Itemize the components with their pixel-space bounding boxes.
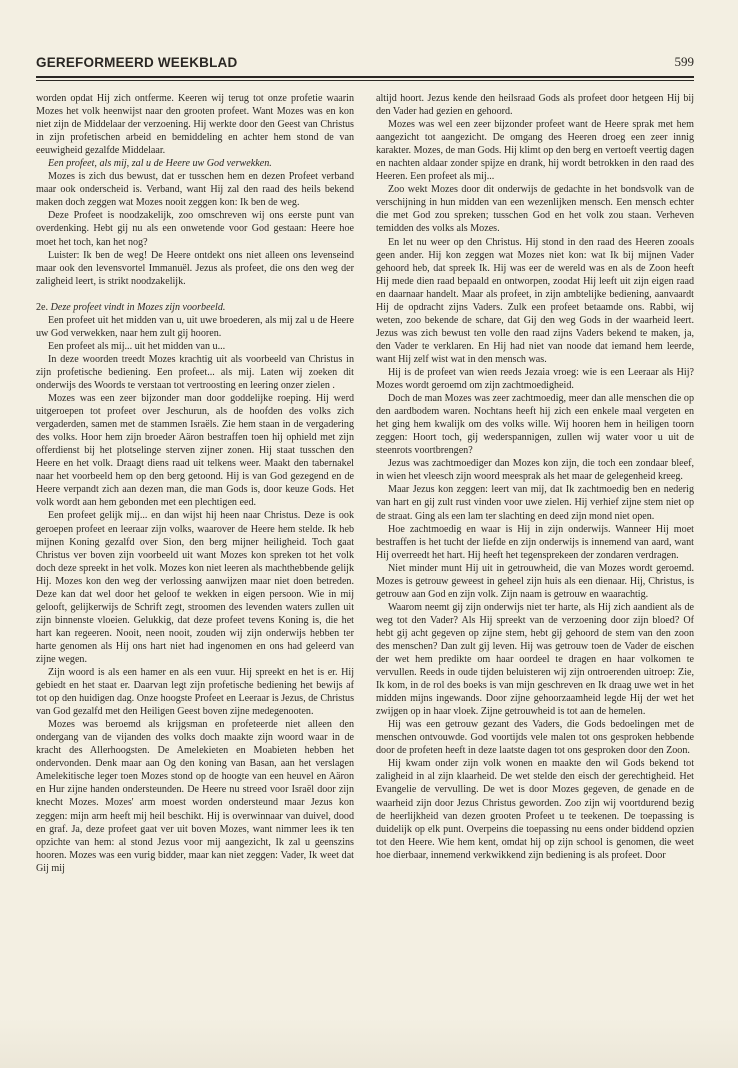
paragraph-text: Een profeet gelijk mij... en dan wijst hij heen naar Christus. Deze is ook geroepen profeet en leeraar zijn volks, waarover de Heere hem stelde. Ik heb mijnen Koning gezalfd over Sion, den berg mijner heiligheid. Toch gaat Christus ver boven zijn voorbeeld uit want Mozes kon spreken tot het volk doch deze spreekt in het volk. Mozes kon niet leeren als machthebbende gelijk Hij. Mozes kon den weg der verlossing aanwijzen maar niet doen betreden. Deze kan dat wel door het geloof te wekken in eigen persoon. Wie in mij gelooft, gelijkerwijs de Schrift zegt, stroomen des levenden waters zullen uit zijn binnenste vloeien. Gelukkig, dat deze profeet tevens Koning is, die het hart kan regeeren. Nooit, neen nooit, zouden wij zijn onderwijs hebben ter harte genomen als Hij ons hart niet had ingenomen en ons had geleerd van zijne wegen. bbox=[36, 510, 354, 665]
paragraph bbox=[36, 509, 354, 666]
paragraph bbox=[36, 209, 354, 248]
paragraph-text: Hoe zachtmoedig en waar is Hij in zijn onderwijs. Wanneer Hij moet bestraffen is het tucht der liefde en zijn onderwijs is innemend van aard, want Hij overreedt het hart. Hij heeft het tegensprekeen der zondaren verdragen. bbox=[376, 523, 694, 561]
paragraph-text: En let nu weer op den Christus. Hij stond in den raad des Heeren zooals geen ander. Hij kon zeggen wat Mozes niet kon: wat Ik bij mijnen Vader gehoord heb, dat spreek Ik. Hij was eer de wereld was en als de Zoon heeft Hij mede dien raad bepaald en ontworpen, zoodat Hij leeft uit zijn eigen raad en daarnaar handelt. Maar als profeet, in zijn ambtelijke bediening, aanvaardt Hij de opdracht zijns Vaders. Zulk een profeet betaamde ons. Rabbi, wij weten, zoo bekende de schare, dat Gij den weg Gods in der waarheid leert. Jezus was zich bewust ten volle den raad zijns Vaders bekend te maken, ja, den Vader te verklaren. En Hij had niet van noode dat iemand hem leerde, want Hij zelf wist wat in den mensch was. bbox=[376, 236, 694, 365]
paragraph-text: Hij was een getrouw gezant des Vaders, die Gods bedoelingen met de menschen ontvouwde. God voortijds vele malen tot ons gesproken hebbende door de profeten heeft in deze laatste dagen tot ons gesproken door den Zoon. bbox=[376, 719, 694, 757]
paragraph-text: Deze profeet vindt in Mozes zijn voorbeeld. bbox=[50, 301, 226, 313]
paragraph bbox=[36, 340, 354, 353]
left-column bbox=[36, 92, 354, 1010]
page-bottom-margin bbox=[0, 1018, 738, 1068]
paragraph bbox=[376, 92, 694, 118]
paragraph-text: Niet minder munt Hij uit in getrouwheid, die van Mozes wordt geroemd. Mozes is getrouw geweest in geheel zijn huis als een dienaar. Hij, Christus, is getrouw aan God en zijn volk. Zijn naam is getrouw en waarachtig. bbox=[376, 562, 694, 600]
paragraph bbox=[376, 366, 694, 392]
page-header bbox=[36, 48, 694, 70]
page-number: 599 bbox=[674, 54, 694, 69]
paragraph bbox=[376, 718, 694, 757]
header-rule-thick bbox=[36, 76, 694, 78]
paragraph bbox=[376, 601, 694, 718]
paragraph bbox=[376, 523, 694, 562]
paragraph bbox=[36, 392, 354, 509]
paragraph bbox=[376, 483, 694, 522]
right-column bbox=[376, 92, 694, 1010]
paragraph bbox=[36, 92, 354, 157]
paragraph-text: Doch de man Mozes was zeer zachtmoedig, meer dan alle menschen die op den aardbodem waren. Nochtans heeft hij zich een enkele maal vergeten en het ging hem kwalijk om des volks wille. Wij hooren hem in heiligen toorn zeggen: Hoort toch, gij wederspannigen, zullen wij water voor u uit de steenrots voortbrengen? bbox=[376, 393, 694, 457]
text-columns bbox=[36, 92, 694, 1010]
paragraph-text: Mozes was beroemd als krijgsman en profeteerde niet alleen den ondergang van de vijanden des volks doch maakte zijn woord waar in de kracht des Allerhoogsten. De Amelekieten en Moabieten hebben het ondervonden. Denk maar aan Og den koning van Basan, aan het verslagen Amelekitische leger toen Mozes stond op de hoogte van een heuvel en Aäron en Hur zijne handen ondersteunden. De Heere nu streed voor Israël door zijn knecht Mozes. Mozes' arm moest worden ondersteund maar Jezus kon zeggen: mijn arm heeft mij heil beschikt. Hij is overwinnaar van duivel, dood en graf. Ja, deze profeet gaat ver uit boven Mozes, want nimmer lees ik ten opzichte van hem: al stond Jezus voor mij aangezicht, Ik zal u geenszins hooren. Mozes was een vurig bidder, maar kan niet zeggen: Vader, Ik weet dat Gij mij bbox=[36, 719, 354, 874]
paragraph-text: Hij kwam onder zijn volk wonen en maakte den wil Gods bekend tot zaligheid in al zijn klaarheid. De wet stelde den eisch der gerechtigheid. Het Evangelie de vervulling. De wet is door Mozes gegeven, de genade en de waarheid zijn door Jezus Christus geworden. Zoo zijn wij voortdurend bezig de heerlijkheid van dezen grooten Profeet u te teekenen. De toepassing is duidelijk op elk punt. Overpeins die toepassing nu eens onder biddend opzien tot den Heere. Wie hem kent, omdat hij op zijn school is genomen, die weet hoe dierbaar, innemend verkwikkend zijn bediening is als profeet. Door bbox=[376, 758, 694, 861]
paragraph-text: Zijn woord is als een hamer en als een vuur. Hij spreekt en het is er. Hij gebiedt en het staat er. Daarvan legt zijn profetische bediening het bewijs af tot op den huidigen dag. Onze hoogste Profeet en Leeraar is Jezus, de Christus van God gezalfd met den Heiligen Geest boven zijne medegenooten. bbox=[36, 667, 354, 718]
paragraph-text: Mozes is zich dus bewust, dat er tusschen hem en dezen Profeet verband maar ook onderscheid is. Verband, want Hij zal den raad des heils bekend maken doch zeggen wat Mozes nooit zeggen kon: Ik ben de weg. bbox=[36, 171, 354, 209]
paragraph bbox=[36, 718, 354, 875]
paragraph-text: Een profeet, als mij, zal u de Heere uw God verwekken. bbox=[48, 158, 272, 170]
paragraph-text: Hij is de profeet van wien reeds Jezaia vroeg: wie is een Leeraar als Hij? Mozes wordt geroemd om zijn zachtmoedigheid. bbox=[376, 366, 694, 392]
paragraph-text: In deze woorden treedt Mozes krachtig uit als voorbeeld van Christus in zijn profetische bediening. Een profeet... als mij. Laten wij zoeken dit onderwijs des Woords te verstaan tot vertroosting en leering onzer zielen . bbox=[36, 353, 354, 391]
paragraph-text: Luister: Ik ben de weg! De Heere ontdekt ons niet alleen ons levenseind maar ook den levensvortel Immanuël. Jezus als profeet, die ons den weg der zaligheid leert, is strikt noodzakelijk. bbox=[36, 249, 354, 287]
paragraph bbox=[36, 249, 354, 288]
paragraph-text: altijd hoort. Jezus kende den heilsraad Gods als profeet door hetgeen Hij bij den Vader had gezien en gehoord. bbox=[376, 93, 694, 118]
paragraph-text: Deze Profeet is noodzakelijk, zoo omschreven wij ons eerste punt van overdenking. Hebt gij nu als een onwetende voor God gestaan: Heere hoe moet het toch, kan het nog? bbox=[36, 210, 354, 248]
paragraph-text: worden opdat Hij zich ontferme. Keeren wij terug tot onze profetie waarin Mozes het volk heenwijst naar den grooten profeet. Want Mozes was en kon niet zijn de Middelaar der verzoening. Hij werkte door den Geest van Christus in zijn profetischen arbeid en bemiddeling en achter hem stond de van eeuwigheid gezalfde Middelaar. bbox=[36, 93, 354, 157]
paragraph bbox=[36, 170, 354, 209]
paragraph-text: Een profeet als mij... uit het midden van u... bbox=[48, 340, 226, 352]
paragraph bbox=[376, 236, 694, 366]
paragraph-text: Mozes was een zeer bijzonder man door goddelijke roeping. Hij werd uitgeroepen tot profeet over Jeschurun, als de hoofden des volks zich vergaderden, samen met de stammen Israëls. Zie hem staan in de vergadering des volks. Hoor hem zijn broeder Aäron bestraffen toen hij ophield met zijn offerdienst bij het plotselinge sterven zijner zonen. Hij staat tusschen den Heere en het volk. Draagt diens raad uit telkens weer. Maakt den tabernakel naar het voorbeeld hem op den berg getoond. Hij is van God gezegend en de Heere verpandt zich aan dezen man, die man Gods is, door keuze Gods. Het volk wordt aan hem gebonden met een plechtigen eed. bbox=[36, 393, 354, 509]
running-head: GEREFORMEERD WEEKBLAD bbox=[36, 55, 238, 70]
header-rule-thin bbox=[36, 80, 694, 81]
paragraph bbox=[376, 562, 694, 601]
paragraph-text: Waarom neemt gij zijn onderwijs niet ter harte, als Hij zich aandient als de weg tot den Vader? Als Hij spreekt van de verzoening door zijn bloed? Of hebt gij acht gegeven op zijne stem, hebt gij gehoord de stem van den zoon des menschen? Dan zult gij leven. Hij was getrouw toen de Vader de eischen der wet hem predikte om haar oordeel te dragen en haar volkomen te vervullen. Reeds in oude tijden beluisteren wij zijn ontroerenden uitroep: Zie, Ik kom, in de rol des boeks is van mijn geschreven en Ik draag uwe wet in het midden mijns ingewands. Door zijne gehoorzaamheid legde Hij der wet het zwijgen op in haar vloek. Zijne getrouwheid is tot aan de hemelen. bbox=[376, 601, 694, 718]
section-number: 2e. bbox=[36, 301, 51, 313]
paragraph-text: Mozes was wel een zeer bijzonder profeet want de Heere sprak met hem aangezicht tot aangezicht. De omgang des Heeren droeg een zeer innig karakter. Mozes, de man Gods. Hij klimt op den berg en vertoeft veertig dagen en nachten aldaar zonder spijze en drank, hij wordt betrokken in den raad des Heeren. Een profeet als mij... bbox=[376, 119, 694, 183]
paragraph bbox=[376, 757, 694, 861]
paragraph-text: Een profeet uit het midden van u, uit uwe broederen, als mij zal u de Heere uw God verwekken, naar hem zult gij hooren. bbox=[36, 314, 354, 339]
paragraph bbox=[36, 314, 354, 340]
section-heading bbox=[36, 301, 354, 314]
paragraph bbox=[376, 183, 694, 235]
paragraph-text: Jezus was zachtmoediger dan Mozes kon zijn, die toch een zondaar bleef, in wien het vleesch zijn woord meesprak als het maar de gelegenheid kreeg. bbox=[376, 458, 694, 483]
paragraph bbox=[36, 353, 354, 392]
paragraph bbox=[36, 157, 354, 170]
paragraph bbox=[376, 457, 694, 483]
paragraph bbox=[376, 392, 694, 457]
paragraph bbox=[376, 118, 694, 183]
paragraph bbox=[36, 666, 354, 718]
paragraph-text: Maar Jezus kon zeggen: leert van mij, dat Ik zachtmoedig ben en nederig van hart en gij zult rust vinden voor uwe zielen. Hij verhief zijne stem niet op de straat. Ging als een lam ter slachting en deed zijn mond niet open. bbox=[376, 484, 694, 522]
paragraph-text: Zoo wekt Mozes door dit onderwijs de gedachte in het bondsvolk van de verschijning in hun midden van een wezenlijken mensch. Een mensch echter die met God zou spreken; tusschen God en het volk zou staan. Verheven temidden des volks als Mozes. bbox=[376, 184, 694, 235]
